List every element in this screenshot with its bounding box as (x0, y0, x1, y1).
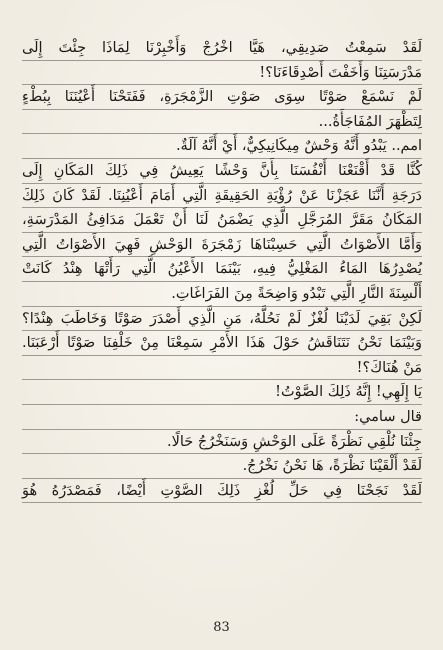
text-line: قال سامي: (22, 405, 422, 430)
page-number: 83 (213, 620, 230, 635)
text-line: مَدْرَسَتِنَا وَأَخَفْتَ أَصْدِقَاءَنَا؟! (22, 61, 422, 86)
text-line: يَا إِلَهِي! إِنَّهُ ذَلِكَ الصَّوْتُ! (22, 380, 422, 405)
text-line: لَمْ نَسْمَعْ صَوْتًا سِوَى صَوْتِ الزَّمْجَرَةِ، فَفَتَحْنَا أَعْيُنَنَا بِبُطْءٍ (22, 85, 422, 110)
text-line: أَلْسِنَةَ النَّارِ الَّتِي تَبْدُو وَاضِحَةً مِنَ الفَرَاغَاتِ. (22, 282, 422, 307)
text-line: مَنْ هُنَاكَ؟! (22, 356, 422, 381)
text-line: لَكِنْ بَقِيَ لَدَيْنَا لُغْزٌ لَمْ نَحُلَّهُ، مَنِ الَّذِي أَصْدَرَ صَوْتًا وَخَاطَبَ هِنْدًا؟ (22, 307, 422, 332)
text-line: وَبَيْنَمَا نَحْنُ نَتَنَاقَشُ حَوْلَ هَذَا الأَمْرِ سَمِعْنَا مِنْ خَلْفِنَا صَوْتًا أَرْعَبَنَا. (22, 331, 422, 356)
text-line: امم.. يَبْدُو أَنَّهُ وَحْشٌ مِيكَانِيكِيٌّ، أَيْ أَنَّهُ آلَةٌ. (22, 134, 422, 159)
text-block (22, 36, 422, 503)
text-line: جِئْنَا نُلْقِي نَظْرَةً عَلَى الوَحْشِ وَسَنَخْرُجُ حَالًا. (22, 430, 422, 455)
text-line: يُصْدِرُهَا المَاءُ المَغْلِيُّ فِيهِ، بَيْنَمَا الأَعْيُنُ الَّتِي رَأَتْهَا هِنْدُ كَانَتْ (22, 257, 422, 282)
text-line: وَأَمَّا الأَصْوَاتُ الَّتِي حَسِبْنَاهَا زَمْجَرَةَ الوَحْشِ فَهِيَ الأَصْوَاتُ الَّتِي (22, 233, 422, 258)
text-line: كُنَّا قَدْ أَقْنَعْنَا أَنْفُسَنَا بِأَنَّ وَحْشًا يَعِيشُ فِي ذَلِكَ المَكَانِ إِلَى (22, 159, 422, 184)
text-line: لَقَدْ نَجَحْنَا فِي حَلِّ لُغْزِ ذَلِكَ الصَّوْتِ أَيْضًا، فَمَصْدَرُهُ هُوَ (22, 479, 422, 504)
text-line: لِتَظْهَرَ المُفَاجَأَةُ... (22, 110, 422, 135)
text-line: لَقَدْ أَلْقَيْنَا نَظْرَةً، هَا نَحْنُ نَخْرُجُ. (22, 454, 422, 479)
text-line: المَكَانُ مَقَرَّ المُرَجَّلِ الَّذِي يَضْمَنُ لَنَا أَنْ تَعْمَلَ مَدَافِئُ المَدْرَسَةِ، (22, 208, 422, 233)
text-line: دَرَجَةِ أَنَّنَا عَجَزْنَا عَنْ رُؤْيَةِ الحَقِيقَةِ الَّتِي أَمَامَ أَعْيُنِنَا. لَقَدْ كَانَ ذَلِكَ (22, 184, 422, 209)
text-line: لَقَدْ سَمِعْتُ صَدِيقِي، هَيَّا اخْرُجْ وَأَخْبِرْنَا لِمَاذَا جِئْتَ إِلَى (22, 36, 422, 61)
